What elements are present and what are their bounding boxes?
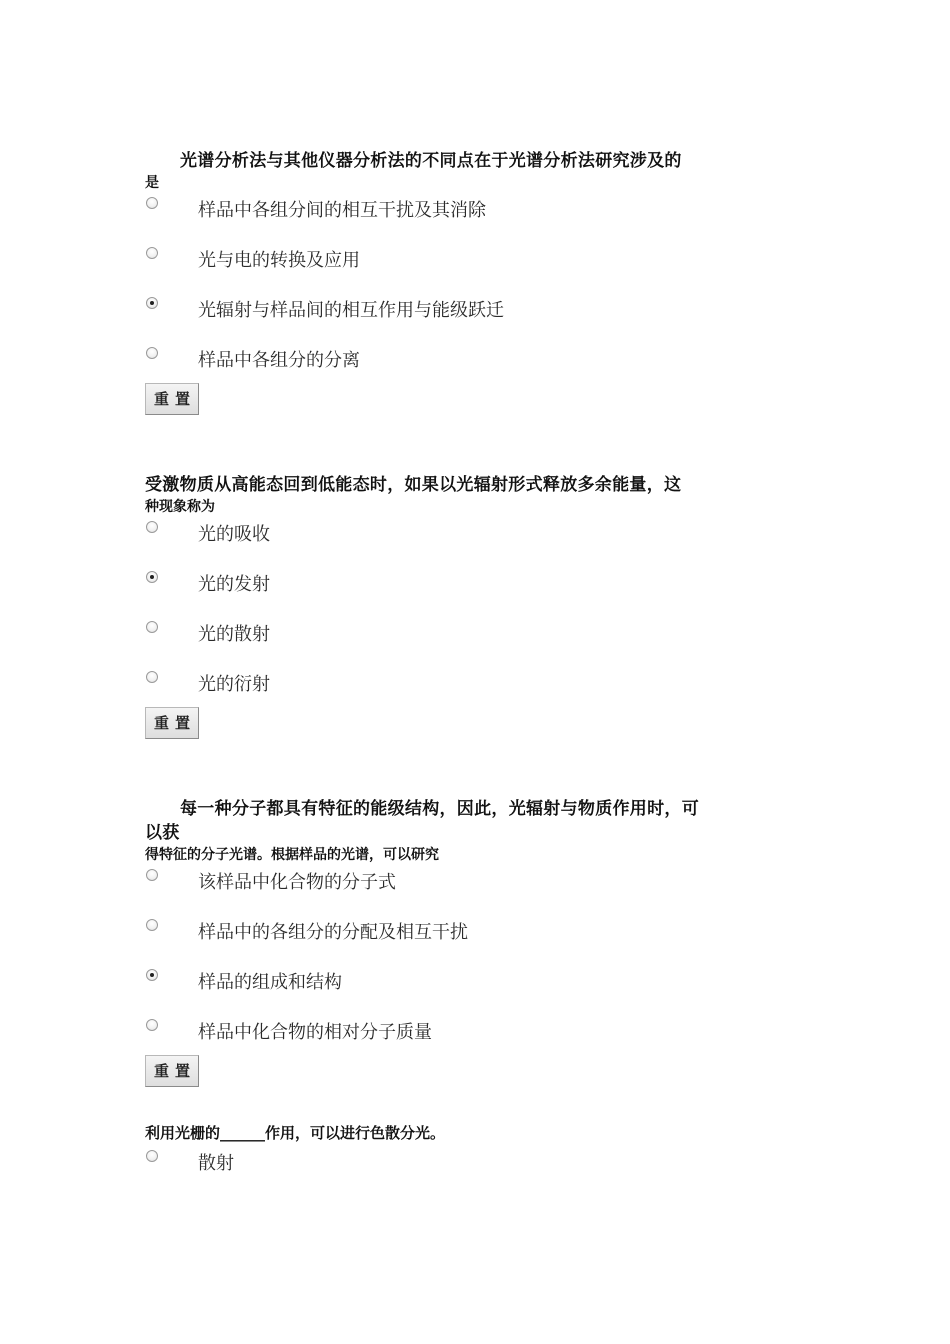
question-1-text: 光谱分析法与其他仪器分析法的不同点在于光谱分析法研究涉及的 bbox=[180, 151, 682, 171]
radio-button-selected[interactable] bbox=[146, 297, 158, 309]
reset-button[interactable]: 重置 bbox=[145, 383, 199, 415]
question-2-option-4[interactable] bbox=[145, 669, 681, 707]
option-label: 光的散射 bbox=[198, 624, 270, 645]
option-label: 样品中各组分的分离 bbox=[198, 350, 360, 371]
question-3 bbox=[145, 797, 699, 1087]
question-3-option-4[interactable] bbox=[145, 1017, 699, 1055]
option-label: 该样品中化合物的分子式 bbox=[198, 872, 396, 893]
question-1 bbox=[145, 149, 682, 415]
radio-button[interactable] bbox=[146, 247, 158, 259]
question-1-text-cont: 是 bbox=[145, 175, 159, 191]
question-3-text-cont-2: 得特征的分子光谱。根据样品的光谱，可以研究 bbox=[145, 847, 439, 863]
question-1-option-4[interactable] bbox=[145, 345, 682, 383]
radio-button[interactable] bbox=[146, 1150, 158, 1162]
radio-button[interactable] bbox=[146, 1019, 158, 1031]
question-3-text-cont: 以获 bbox=[145, 823, 180, 843]
option-label: 样品的组成和结构 bbox=[198, 972, 342, 993]
radio-button[interactable] bbox=[146, 621, 158, 633]
radio-button-selected[interactable] bbox=[146, 571, 158, 583]
question-3-option-1[interactable] bbox=[145, 867, 699, 917]
radio-button-selected[interactable] bbox=[146, 969, 158, 981]
question-4-option-1[interactable] bbox=[145, 1148, 445, 1198]
question-2-option-1[interactable] bbox=[145, 519, 681, 569]
question-3-text: 每一种分子都具有特征的能级结构，因此，光辐射与物质作用时，可 bbox=[180, 799, 699, 819]
question-1-option-3[interactable] bbox=[145, 295, 682, 345]
radio-button[interactable] bbox=[146, 671, 158, 683]
question-1-option-2[interactable] bbox=[145, 245, 682, 295]
radio-button[interactable] bbox=[146, 919, 158, 931]
question-2-text: 受激物质从高能态回到低能态时，如果以光辐射形式释放多余能量，这 bbox=[145, 475, 682, 495]
question-2-option-2[interactable] bbox=[145, 569, 681, 619]
option-label: 散射 bbox=[198, 1153, 234, 1174]
radio-button[interactable] bbox=[146, 347, 158, 359]
question-3-option-3[interactable] bbox=[145, 967, 699, 1017]
question-2 bbox=[145, 473, 681, 739]
option-label: 样品中的各组分的分配及相互干扰 bbox=[198, 922, 468, 943]
option-label: 光的吸收 bbox=[198, 524, 270, 545]
option-label: 光的发射 bbox=[198, 574, 270, 595]
radio-button[interactable] bbox=[146, 197, 158, 209]
option-label: 光的衍射 bbox=[198, 674, 270, 695]
question-3-option-2[interactable] bbox=[145, 917, 699, 967]
option-label: 光与电的转换及应用 bbox=[198, 250, 360, 271]
radio-button[interactable] bbox=[146, 521, 158, 533]
question-4 bbox=[145, 1122, 445, 1198]
reset-button[interactable]: 重置 bbox=[145, 1055, 199, 1087]
option-label: 样品中各组分间的相互干扰及其消除 bbox=[198, 200, 486, 221]
question-2-text-cont: 种现象称为 bbox=[145, 499, 215, 515]
question-1-option-1[interactable] bbox=[145, 195, 682, 245]
radio-button[interactable] bbox=[146, 869, 158, 881]
question-2-option-3[interactable] bbox=[145, 619, 681, 669]
reset-button[interactable]: 重置 bbox=[145, 707, 199, 739]
option-label: 样品中化合物的相对分子质量 bbox=[198, 1022, 432, 1043]
option-label: 光辐射与样品间的相互作用与能级跃迁 bbox=[198, 300, 504, 321]
question-4-text: 利用光栅的______作用，可以进行色散分光。 bbox=[145, 1124, 446, 1142]
